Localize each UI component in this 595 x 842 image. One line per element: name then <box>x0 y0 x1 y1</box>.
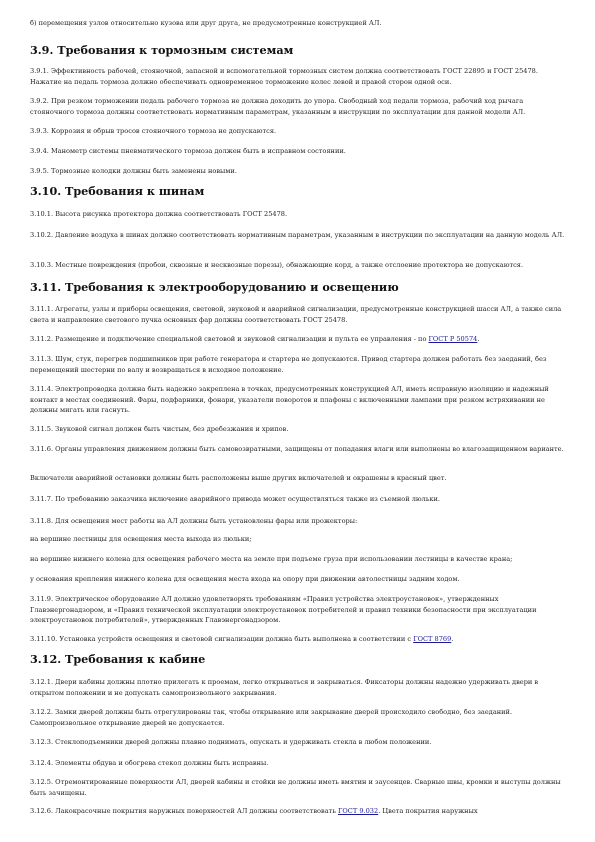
paragraph-text: Включатели аварийной остановки должны быть расположены выше других включателей и окрашены в красный цвет. <box>30 474 447 482</box>
paragraph <box>30 494 568 505</box>
paragraph-text: 3.11.2. Размещение и подключение специальной световой и звуковой сигнализации и пульта ее управления - по <box>30 335 429 343</box>
section-heading <box>30 184 568 198</box>
standard-reference-link[interactable]: ГОСТ 9.032 <box>338 807 379 815</box>
heading-text: 3.11. Требования к электрооборудованию и освещению <box>30 280 399 294</box>
paragraph <box>30 166 568 177</box>
heading-text: 3.12. Требования к кабине <box>30 652 206 666</box>
paragraph <box>30 737 568 748</box>
paragraph-text: 3.9.1. Эффективность рабочей, стояночной, запасной и вспомогательной тормозных систем должна соответствовать ГОСТ 22895 и ГОСТ 25478. Нажатие на педаль тормоза должно обеспечивать одновременное торможение колес левой и правой сторон одной оси. <box>30 67 538 86</box>
standard-reference-link[interactable]: ГОСТ 8769 <box>413 635 452 643</box>
paragraph-text: 3.11.8. Для освещения мест работы на АЛ должны быть установлены фары или прожекторы: <box>30 517 358 525</box>
paragraph-text: 3.11.7. По требованию заказчика включение аварийного привода может осуществляться также из съемной люльки. <box>30 495 441 503</box>
paragraph <box>30 96 568 117</box>
paragraph <box>30 516 568 527</box>
heading-text: 3.10. Требования к шинам <box>30 184 205 198</box>
paragraph-text: 3.12.5. Отремонтированные поверхности АЛ, дверей кабины и стойки не должны иметь вмятин и заусенцев. Сварные швы, кромки и выступы должны быть зачищены. <box>30 778 561 797</box>
paragraph-text: 3.10.1. Высота рисунка протектора должна соответствовать ГОСТ 25478. <box>30 210 288 218</box>
paragraph <box>30 66 568 87</box>
paragraph-text: 3.11.9. Электрическое оборудование АЛ должно удовлетворять требованиям «Правил устройства электроустановок», утвержденных Главэнергонадзором, и «Правил технической эксплуатации электроустановок потребителей и правил техники безопасности при эксплуатации электроустановок потребителей», утвержденных Главэнергонадзором. <box>30 595 537 624</box>
paragraph-text: 3.9.3. Коррозия и обрыв тросов стояночного тормоза не допускаются. <box>30 127 277 135</box>
paragraph-text: б) перемещения узлов относительно кузова или друг друга, не предусмотренные конструкцией АЛ. <box>30 19 382 27</box>
heading-text: 3.9. Требования к тормозным системам <box>30 43 294 57</box>
paragraph <box>30 473 568 484</box>
paragraph <box>30 354 568 375</box>
paragraph <box>30 260 568 271</box>
paragraph-text: 3.11.4. Электропроводка должна быть надежно закреплена в точках, предусмотренных конструкцией АЛ, иметь исправную изоляцию и надежный контакт в местах соединений. Фары, подфарники, фонари, указатели поворотов и плафоны с включенными лампами при резком встряхивании не должны мигать или гаснуть. <box>30 385 549 414</box>
paragraph <box>30 777 568 798</box>
paragraph <box>30 806 568 817</box>
paragraph <box>30 534 568 545</box>
paragraph <box>30 304 568 325</box>
section-heading <box>30 652 568 666</box>
paragraph <box>30 574 568 585</box>
paragraph <box>30 230 568 241</box>
paragraph-text: 3.10.2. Давление воздуха в шинах должно соответствовать нормативным параметрам, указанным в инструкции по эксплуатации на данную модель АЛ. <box>30 231 565 239</box>
paragraph-text-tail: . <box>451 635 454 643</box>
paragraph-text: на вершине лестницы для освещения места выхода из люльки; <box>30 535 252 543</box>
section-heading <box>30 280 568 294</box>
paragraph <box>30 707 568 728</box>
paragraph-text: 3.9.4. Манометр системы пневматического тормоза должен быть в исправном состоянии. <box>30 147 346 155</box>
paragraph-text: 3.9.5. Тормозные колодки должны быть заменены новыми. <box>30 167 237 175</box>
paragraph-text: 3.12.2. Замки дверей должны быть отрегулированы так, чтобы открывание или закрывание дверей происходило свободно, без заеданий. Самопроизвольное открывание дверей не допускается. <box>30 708 513 727</box>
paragraph-text: 3.12.4. Элементы обдува и обогрева стекол должны быть исправны. <box>30 759 269 767</box>
paragraph-text: у основания крепления нижнего колена для освещения места входа на опору при движении автолестницы задним ходом. <box>30 575 460 583</box>
paragraph-text: 3.12.3. Стеклоподъемники дверей должны плавно поднимать, опускать и удерживать стекла в любом положении. <box>30 738 432 746</box>
paragraph-text: 3.11.3. Шум, стук, перегрев подшипников при работе генератора и стартера не допускаются. Привод стартера должен работать без заеданий, без перемещений шестерни по валу и возвращаться в исходное положение. <box>30 355 547 374</box>
paragraph <box>30 209 568 220</box>
paragraph <box>30 424 568 435</box>
paragraph-text: 3.9.2. При резком торможении педаль рабочего тормоза не должна доходить до упора. Свободный ход педали тормоза, рабочий ход рычага стояночного тормоза должны соответствовать нормативным параметрам, указанным в инструкции по эксплуатации для данной модели АЛ. <box>30 97 526 116</box>
paragraph-text: 3.10.3. Местные повреждения (пробои, сквозные и несквозные порезы), обнажающие корд, а также отслоение протектора не допускаются. <box>30 261 524 269</box>
paragraph <box>30 334 568 345</box>
paragraph-text: 3.11.10. Установка устройств освещения и световой сигнализации должна быть выполнена в соответствии с <box>30 635 414 643</box>
paragraph <box>30 677 568 698</box>
paragraph-text: на вершине нижнего колена для освещения рабочего места на земле при подъеме груза при использовании лестницы в качестве крана; <box>30 555 513 563</box>
paragraph <box>30 18 568 29</box>
paragraph-text: 3.11.1. Агрегаты, узлы и приборы освещения, световой, звуковой и аварийной сигнализации, предусмотренные конструкцией шасси АЛ, а также сила света и направление светового пучка основных фар должны соответствовать ГОСТ 25478. <box>30 305 562 324</box>
paragraph <box>30 594 568 626</box>
paragraph-text: 3.11.5. Звуковой сигнал должен быть чистым, без дребезжания и хрипов. <box>30 425 289 433</box>
paragraph <box>30 126 568 137</box>
standard-reference-link[interactable]: ГОСТ Р 50574 <box>428 335 478 343</box>
paragraph <box>30 634 568 645</box>
paragraph-text: 3.12.1. Двери кабины должны плотно прилегать к проемам, легко открываться и закрываться. Фиксаторы должны надежно удерживать двери в открытом положении и не допускать самопроизвольного закрывания. <box>30 678 539 697</box>
paragraph <box>30 554 568 565</box>
paragraph <box>30 146 568 157</box>
paragraph <box>30 758 568 769</box>
paragraph-text: 3.11.6. Органы управления движением должны быть самовозвратными, защищены от попадания влаги или выполнены во влагозащищенном варианте. <box>30 445 564 453</box>
section-heading <box>30 43 568 57</box>
paragraph <box>30 384 568 416</box>
paragraph-text-tail: . <box>477 335 480 343</box>
paragraph-text-tail: . Цвета покрытия наружных <box>378 807 478 815</box>
paragraph-text: 3.12.6. Лакокрасочные покрытия наружных поверхностей АЛ должны соответствовать <box>30 807 339 815</box>
paragraph <box>30 444 568 455</box>
